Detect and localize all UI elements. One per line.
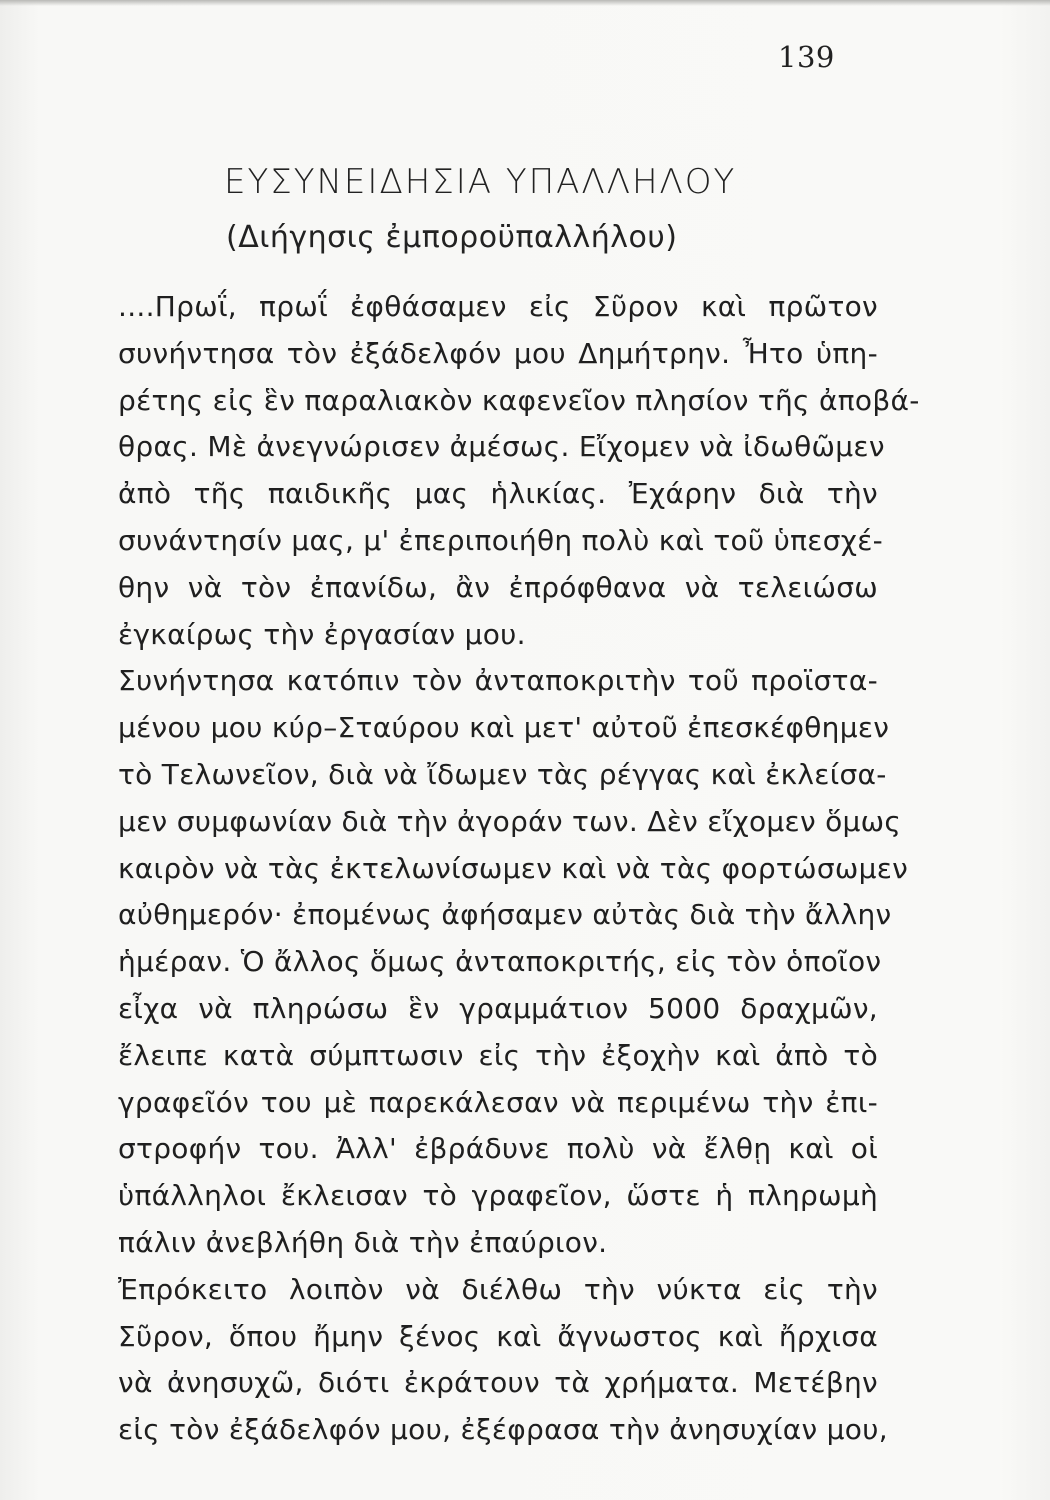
text-line: ἀπὸ τῆς παιδικῆς μας ἡλικίας. Ἐχάρην διὰ τὴν [118, 477, 878, 511]
text-line: θην νὰ τὸν ἐπανίδω, ἂν ἐπρόφθανα νὰ τελειώσω [118, 570, 878, 604]
text-line: Ἐπρόκειτο λοιπὸν νὰ διέλθω τὴν νύκτα εἰς τὴν [118, 1272, 878, 1306]
text-line: αὐθημερόν· ἐπομένως ἀφήσαμεν αὐτὰς διὰ τὴν ἄλλην [118, 898, 892, 932]
text-line: τὸ Τελωνεῖον, διὰ νὰ ἴδωμεν τὰς ρέγγας καὶ ἐκλείσα- [118, 757, 887, 791]
text-line: ὑπάλληλοι ἔκλεισαν τὸ γραφεῖον, ὥστε ἡ πληρωμὴ [118, 1179, 878, 1213]
text-line: θρας. Μὲ ἀνεγνώρισεν ἀμέσως. Εἴχομεν νὰ ἰδωθῶμεν [118, 430, 885, 464]
text-line: πάλιν ἀνεβλήθη διὰ τὴν ἐπαύριον. [118, 1225, 608, 1259]
text-line: συνάντησίν μας, μ' ἐπεριποιήθη πολὺ καὶ τοῦ ὑπεσχέ- [118, 523, 884, 557]
text-line: νὰ ἀνησυχῶ, διότι ἐκράτουν τὰ χρήματα. Μετέβην [118, 1366, 878, 1400]
text-line: στροφήν του. Ἀλλ' ἐβράδυνε πολὺ νὰ ἔλθῃ καὶ οἱ [118, 1132, 878, 1166]
page-number: 139 [778, 40, 835, 74]
text-line: Σῦρον, ὅπου ἤμην ξένος καὶ ἄγνωστος καὶ ἤρχισα [118, 1319, 878, 1353]
text-line: εἶχα νὰ πληρώσω ἓν γραμμάτιον 5000 δραχμῶν, [118, 991, 878, 1025]
text-line: καιρὸν νὰ τὰς ἐκτελωνίσωμεν καὶ νὰ τὰς φορτώσωμεν [118, 851, 909, 885]
story-body [118, 284, 920, 1454]
text-line: μένου μου κύρ–Σταύρου καὶ μετ' αὐτοῦ ἐπεσκέφθημεν [118, 711, 890, 745]
text-line: ἡμέραν. Ὁ ἄλλος ὅμως ἀνταποκριτής, εἰς τὸν ὁποῖον [118, 945, 882, 979]
text-line: ἐγκαίρως τὴν ἐργασίαν μου. [118, 617, 526, 651]
text-line: συνήντησα τὸν ἐξάδελφόν μου Δημήτρην. Ἦτο ὑπη- [118, 336, 878, 370]
story-subtitle: (Διήγησις ἐμποροϋπαλλήλου) [226, 220, 678, 255]
text-line: εἰς τὸν ἐξάδελφόν μου, ἐξέφρασα τὴν ἀνησυχίαν μου, [118, 1413, 888, 1447]
text-line: ....Πρωΐ, πρωΐ ἐφθάσαμεν εἰς Σῦρον καὶ πρῶτον [118, 290, 878, 323]
text-line: Συνήντησα κατόπιν τὸν ἀνταποκριτὴν τοῦ προϊστα- [118, 664, 878, 698]
text-line: ρέτης εἰς ἓν παραλιακὸν καφενεῖον πλησίον τῆς ἀποβά- [118, 383, 920, 417]
text-line: γραφεῖόν του μὲ παρεκάλεσαν νὰ περιμένω τὴν ἐπι- [118, 1085, 878, 1119]
story-title: ΕΥΣΥΝΕΙΔΗΣΙΑ ΥΠΑΛΛΗΛΟΥ [224, 162, 737, 202]
text-line: ἔλειπε κατὰ σύμπτωσιν εἰς τὴν ἐξοχὴν καὶ ἀπὸ τὸ [118, 1038, 878, 1072]
text-line: μεν συμφωνίαν διὰ τὴν ἀγοράν των. Δὲν εἴχομεν ὅμως [118, 804, 902, 838]
page-edge-shadow [0, 0, 1050, 6]
